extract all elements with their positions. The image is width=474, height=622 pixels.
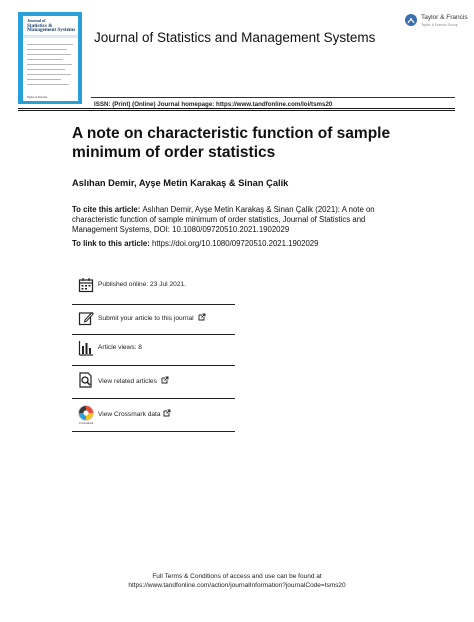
pencil-edit-icon — [78, 310, 94, 326]
submit-article-link[interactable] — [98, 313, 206, 322]
cite-doi-link[interactable]: 10.1080/09720510.2021.1902029 — [172, 225, 290, 234]
cover-line — [27, 59, 63, 60]
article-authors: Aslıhan Demir, Ayşe Metin Karakaş & Sinan Çalik — [72, 178, 289, 188]
cover-line — [27, 69, 65, 70]
footer-terms — [0, 573, 474, 590]
link-label: To link to this article: — [72, 239, 152, 248]
divider — [72, 304, 235, 305]
published-date: Published online: 23 Jul 2021. — [98, 281, 186, 288]
cover-publisher: Taylor & Francis — [27, 95, 48, 99]
publisher-name: Taylor & Francis — [421, 14, 468, 21]
cover-line — [27, 64, 72, 65]
citation-block — [72, 205, 402, 235]
journal-title[interactable]: Journal of Statistics and Management Systems — [94, 30, 376, 45]
bar-chart-icon — [78, 340, 94, 356]
divider — [72, 398, 235, 399]
cover-title-line: Management Systems — [27, 27, 76, 34]
cite-text: Aslıhan Demir, Ayşe Metin Karakaş & Sinan Çalik (2021): A note on characteristic function of sample minimum of order statistics, Journal of Statistics and Management Systems, DOI: — [72, 205, 375, 234]
publisher-subtitle: Taylor & Francis Group — [421, 23, 458, 27]
journal-cover-image — [18, 12, 82, 104]
article-doi-link[interactable]: https://doi.org/10.1080/09720510.2021.1902029 — [152, 239, 319, 248]
submit-article-label: Submit your article to this journal — [98, 315, 194, 322]
crossmark-badge-text: CrossMark — [78, 421, 94, 425]
related-articles-label: View related articles — [98, 378, 157, 385]
external-link-icon — [198, 313, 206, 321]
article-link-line — [72, 239, 318, 248]
external-link-icon — [163, 409, 171, 417]
cover-title-line: Statistics & — [27, 22, 53, 29]
divider — [72, 431, 235, 432]
magnifier-doc-icon — [78, 372, 94, 388]
crossmark-icon — [76, 404, 96, 426]
divider — [91, 97, 455, 98]
footer-line-1: Full Terms & Conditions of access and use can be found at — [152, 573, 322, 580]
cover-line — [27, 84, 69, 85]
calendar-icon — [78, 277, 94, 293]
cite-label: To cite this article: — [72, 205, 143, 214]
crossmark-link[interactable] — [98, 409, 171, 418]
external-link-icon — [161, 376, 169, 384]
cover-band — [23, 35, 78, 38]
divider — [18, 110, 455, 111]
cover-line — [27, 54, 71, 55]
cover-line — [27, 49, 67, 50]
cover-title-line: Journal of — [27, 18, 46, 23]
cover-line — [27, 44, 73, 45]
divider — [18, 108, 455, 109]
related-articles-link[interactable] — [98, 376, 169, 385]
cover-title — [27, 19, 75, 33]
issn-homepage-line[interactable]: ISSN: (Print) (Online) Journal homepage: https://www.tandfonline.com/loi/tsms20 — [94, 101, 333, 108]
cover-line — [27, 74, 71, 75]
cover-line — [27, 79, 61, 80]
divider — [72, 334, 235, 335]
article-title: A note on characteristic function of sample minimum of order statistics — [72, 125, 391, 161]
footer-terms-link[interactable]: https://www.tandfonline.com/action/journalInformation?journalCode=tsms20 — [128, 581, 346, 589]
divider — [72, 365, 235, 366]
article-views: Article views: 8 — [98, 344, 142, 351]
publisher-logo-icon — [405, 14, 417, 26]
crossmark-label: View Crossmark data — [98, 411, 161, 418]
